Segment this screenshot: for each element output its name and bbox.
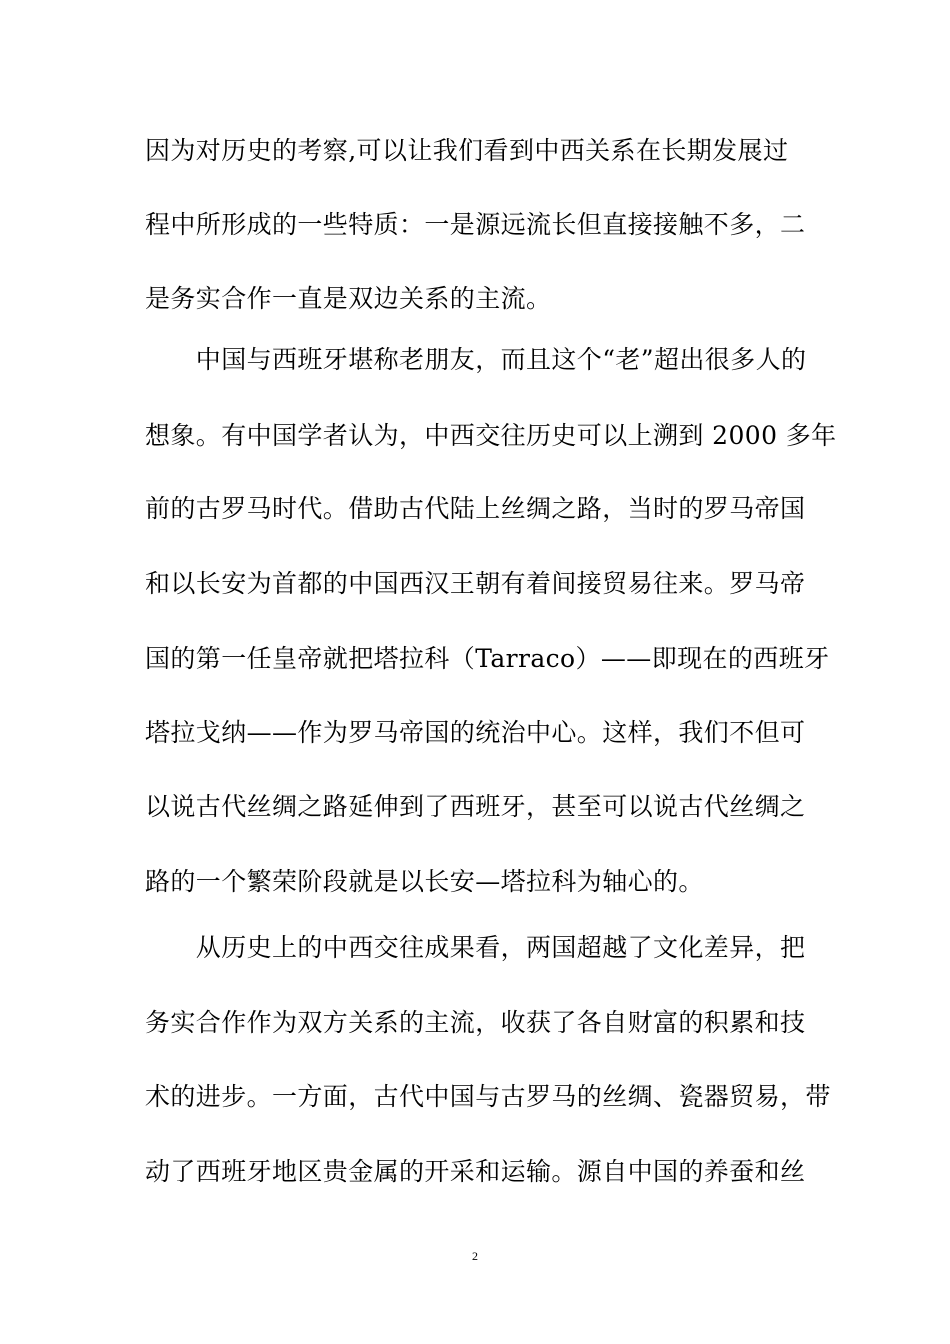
page-number: 2 bbox=[472, 1249, 478, 1263]
text-line: 和以长安为首都的中国西汉王朝有着间接贸易往来。罗马帝 bbox=[145, 569, 806, 598]
text-line: 想象。有中国学者认为，中西交往历史可以上溯到 2000 多年 bbox=[145, 421, 837, 450]
text-line: 是务实合作一直是双边关系的主流。 bbox=[145, 284, 552, 313]
text-line: 前的古罗马时代。借助古代陆上丝绸之路，当时的罗马帝国 bbox=[145, 494, 806, 523]
text-line: 程中所形成的一些特质：一是源远流长但直接接触不多，二 bbox=[145, 210, 806, 239]
text-line: 从历史上的中西交往成果看，两国超越了文化差异，把 bbox=[145, 933, 806, 962]
text-line: 国的第一任皇帝就把塔拉科（Tarraco）——即现在的西班牙 bbox=[145, 644, 830, 673]
text-line: 塔拉戈纳——作为罗马帝国的统治中心。这样，我们不但可 bbox=[145, 718, 806, 747]
text-line: 术的进步。一方面，古代中国与古罗马的丝绸、瓷器贸易，带 bbox=[145, 1082, 831, 1111]
text-line: 务实合作作为双方关系的主流，收获了各自财富的积累和技 bbox=[145, 1008, 806, 1037]
text-line: 动了西班牙地区贵金属的开采和运输。源自中国的养蚕和丝 bbox=[145, 1157, 806, 1186]
text-line: 以说古代丝绸之路延伸到了西班牙，甚至可以说古代丝绸之 bbox=[145, 792, 806, 821]
text-line: 路的一个繁荣阶段就是以长安—塔拉科为轴心的。 bbox=[145, 867, 704, 896]
text-line: 因为对历史的考察,可以让我们看到中西关系在长期发展过 bbox=[145, 136, 789, 165]
text-line: 中国与西班牙堪称老朋友，而且这个“老”超出很多人的 bbox=[145, 345, 807, 374]
